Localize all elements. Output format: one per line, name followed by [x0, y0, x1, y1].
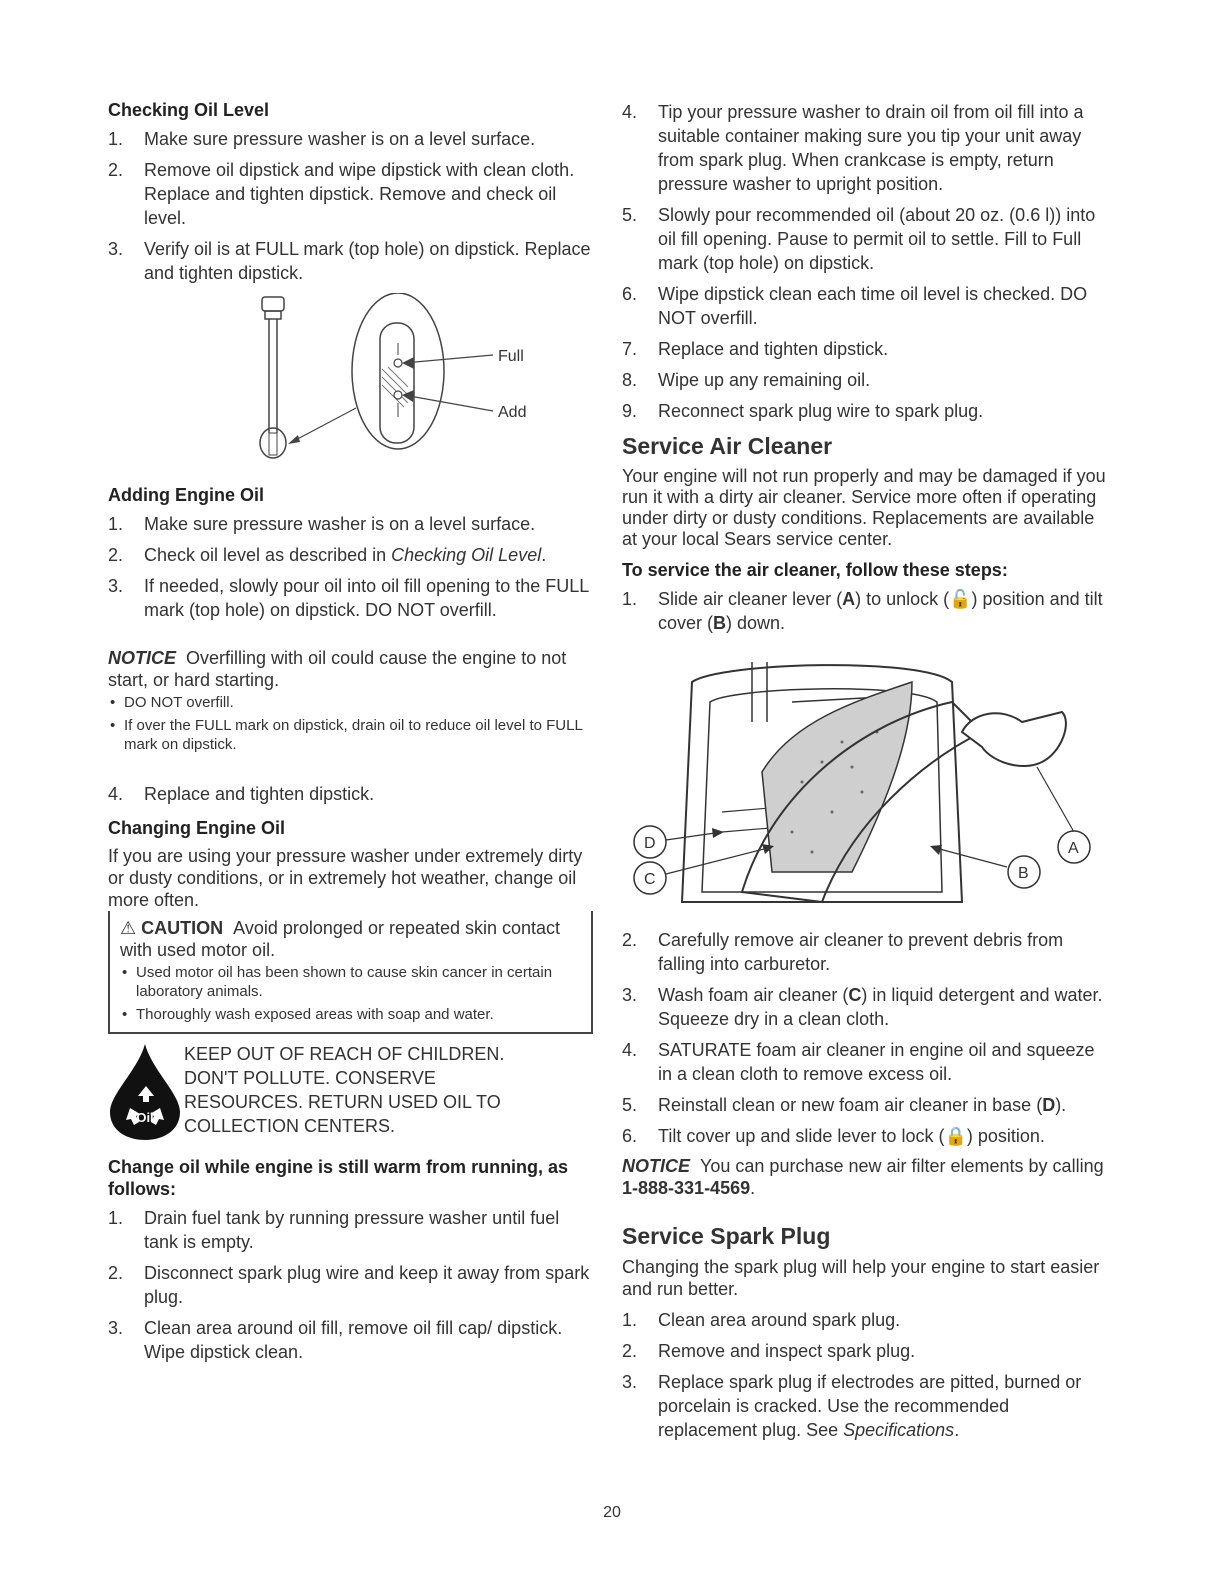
- list-item: • Thoroughly wash exposed areas with soap and water.: [120, 1005, 583, 1024]
- adding-oil-heading: Adding Engine Oil: [108, 485, 264, 505]
- warm-engine-heading: Change oil while engine is still warm from running, as follows:: [108, 1157, 569, 1199]
- changing-oil-steps: [108, 1206, 593, 1364]
- list-item: 1. Clean area around spark plug.: [622, 1310, 901, 1330]
- list-item: 3. Replace spark plug if electrodes are pitted, burned or porcelain is cracked. Use the recommended replacement plug. See Specifications.: [622, 1372, 1082, 1440]
- air-cleaner-figure: [622, 642, 1107, 922]
- list-item: 4. SATURATE foam air cleaner in engine oil and squeeze in a clean cloth to remove excess oil.: [622, 1040, 1095, 1084]
- caution-box: [108, 911, 593, 1034]
- callout-a-label: A: [1068, 840, 1079, 857]
- list-item: 1. Slide air cleaner lever (A) to unlock (🔓) position and tilt cover (B) down.: [622, 589, 1103, 633]
- adding-oil-step-4: [108, 782, 593, 806]
- changing-oil-heading: Changing Engine Oil: [108, 818, 285, 838]
- spark-plug-intro: Changing the spark plug will help your engine to start easier and run better.: [622, 1257, 1100, 1299]
- list-item: • DO NOT overfill.: [108, 693, 593, 712]
- list-item: 8. Wipe up any remaining oil.: [622, 370, 871, 390]
- overfill-bullets: [108, 693, 593, 754]
- changing-oil-intro: If you are using your pressure washer under extremely dirty or dusty conditions, or in extremely hot weather, change oil more often.: [108, 846, 583, 910]
- warning-triangle-icon: ⚠: [120, 918, 137, 938]
- list-item: 3. If needed, slowly pour oil into oil fill opening to the FULL mark (top hole) on dipstick. DO NOT overfill.: [108, 576, 589, 620]
- spark-plug-steps: [622, 1308, 1107, 1442]
- adding-oil-steps: [108, 512, 593, 622]
- list-item: 5. Slowly pour recommended oil (about 20 oz. (0.6 l)) into oil fill opening. Pause to permit oil to settle. Fill to Full mark (top hole) on dipstick.: [622, 205, 1096, 273]
- list-item: 2. Carefully remove air cleaner to prevent debris from falling into carburetor.: [622, 930, 1064, 974]
- right-column: [622, 100, 1107, 1449]
- callout-d-label: D: [644, 835, 656, 852]
- list-item: 3. Clean area around oil fill, remove oil fill cap/ dipstick. Wipe dipstick clean.: [108, 1318, 563, 1362]
- list-item: 5. Reinstall clean or new foam air cleaner in base (D).: [622, 1095, 1067, 1115]
- air-cleaner-illustration: [622, 642, 1107, 922]
- recycle-text: KEEP OUT OF REACH OF CHILDREN. DON'T POLLUTE. CONSERVE RESOURCES. RETURN USED OIL TO COLLECTION CENTERS.: [184, 1044, 505, 1136]
- list-item: 1. Make sure pressure washer is on a level surface.: [108, 514, 536, 534]
- list-item: 2. Check oil level as described in Checking Oil Level.: [108, 545, 547, 565]
- caution-bullets: [120, 963, 583, 1024]
- left-column: [108, 100, 593, 1371]
- unlock-icon: 🔓: [949, 589, 972, 609]
- list-item: 2. Remove oil dipstick and wipe dipstick with clean cloth. Replace and tighten dipstick. Remove and check oil level.: [108, 160, 575, 228]
- list-item: 7. Replace and tighten dipstick.: [622, 339, 889, 359]
- list-item: 4. Replace and tighten dipstick.: [108, 784, 375, 804]
- air-filter-notice: NOTICE You can purchase new air filter elements by calling 1-888-331-4569.: [622, 1156, 1104, 1198]
- dipstick-figure: [108, 293, 593, 473]
- list-item: 6. Tilt cover up and slide lever to lock (🔒) position.: [622, 1126, 1045, 1146]
- list-item: 9. Reconnect spark plug wire to spark plug.: [622, 401, 984, 421]
- caution-text: ⚠ CAUTION Avoid prolonged or repeated skin contact with used motor oil.: [120, 918, 561, 960]
- air-cleaner-step-1: [622, 587, 1107, 635]
- page-number: 20: [603, 1504, 621, 1521]
- air-cleaner-steps-heading: To service the air cleaner, follow these steps:: [622, 560, 1008, 580]
- overfill-notice: NOTICE Overfilling with oil could cause the engine to not start, or hard starting.: [108, 648, 567, 690]
- full-label: Full: [498, 348, 524, 365]
- callout-b-label: B: [1018, 865, 1029, 882]
- list-item: 1. Make sure pressure washer is on a level surface.: [108, 129, 536, 149]
- air-cleaner-steps: [622, 928, 1107, 1148]
- checking-oil-steps: [108, 127, 593, 285]
- list-item: 2. Remove and inspect spark plug.: [622, 1341, 916, 1361]
- oil-icon-text: Oil: [136, 1110, 154, 1125]
- list-item: 2. Disconnect spark plug wire and keep it away from spark plug.: [108, 1263, 590, 1307]
- spark-plug-heading: Service Spark Plug: [622, 1223, 831, 1249]
- list-item: 4. Tip your pressure washer to drain oil from oil fill into a suitable container making sure you tip your unit away from spark plug. When crankcase is empty, return pressure washer to upright position.: [622, 102, 1084, 194]
- callout-c-label: C: [644, 871, 656, 888]
- list-item: • Used motor oil has been shown to cause skin cancer in certain laboratory animals.: [120, 963, 583, 1001]
- recycle-oil-notice: [108, 1042, 593, 1142]
- lock-icon: 🔒: [944, 1126, 967, 1146]
- changing-oil-steps-continued: [622, 100, 1107, 423]
- list-item: • If over the FULL mark on dipstick, drain oil to reduce oil level to FULL mark on dipstick.: [108, 716, 593, 754]
- list-item: 3. Wash foam air cleaner (C) in liquid detergent and water. Squeeze dry in a clean cloth.: [622, 985, 1103, 1029]
- list-item: 3. Verify oil is at FULL mark (top hole) on dipstick. Replace and tighten dipstick.: [108, 239, 591, 283]
- dipstick-illustration: [108, 293, 593, 473]
- oil-recycle-drop-icon: [108, 1042, 182, 1142]
- list-item: 6. Wipe dipstick clean each time oil level is checked. DO NOT overfill.: [622, 284, 1088, 328]
- checking-oil-heading: Checking Oil Level: [108, 100, 270, 120]
- add-label: Add: [498, 404, 527, 421]
- air-cleaner-intro: Your engine will not run properly and may be damaged if you run it with a dirty air cleaner. Service more often if operating under dirty or dusty conditions. Replacements are available at your local Sears service center.: [622, 466, 1106, 549]
- list-item: 1. Drain fuel tank by running pressure washer until fuel tank is empty.: [108, 1208, 560, 1252]
- air-cleaner-heading: Service Air Cleaner: [622, 433, 833, 459]
